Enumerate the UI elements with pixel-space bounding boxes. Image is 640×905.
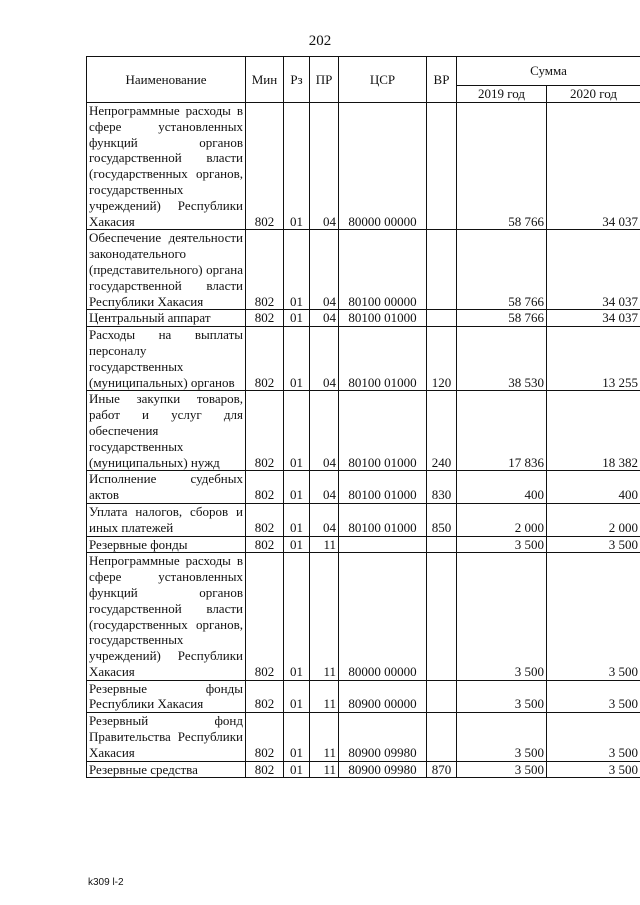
cell-vr: 850 [427,503,457,536]
cell-rz: 01 [284,503,310,536]
header-csr: ЦСР [339,57,427,103]
budget-table [86,56,640,778]
table-row [87,680,640,713]
cell-sum-2020: 34 037 [547,230,640,310]
cell-rz: 01 [284,471,310,504]
cell-name: Непрограммные расходы в сфере установленных функций органов государственной власти (государственных органов, государственных учреждений) Республики Хакасия [87,103,246,230]
header-row [87,57,640,86]
cell-rz: 01 [284,680,310,713]
cell-vr [427,713,457,761]
header-name: Наименование [87,57,246,103]
cell-pr: 04 [310,327,339,391]
cell-min: 802 [246,103,284,230]
cell-sum-2019: 38 530 [457,327,547,391]
cell-min: 802 [246,471,284,504]
cell-sum-2020: 34 037 [547,310,640,327]
cell-vr [427,310,457,327]
cell-rz: 01 [284,536,310,553]
cell-min: 802 [246,713,284,761]
header-rz: Рз [284,57,310,103]
cell-rz: 01 [284,310,310,327]
footer-code: k309 l-2 [88,877,124,888]
cell-name: Центральный аппарат [87,310,246,327]
cell-sum-2020: 34 037 [547,103,640,230]
cell-name: Резервные средства [87,761,246,778]
cell-sum-2019: 2 000 [457,503,547,536]
header-year-2019: 2019 год [457,86,547,103]
table-row [87,471,640,504]
header-min: Мин [246,57,284,103]
cell-vr [427,230,457,310]
cell-rz: 01 [284,553,310,680]
cell-sum-2020: 3 500 [547,680,640,713]
table-row [87,230,640,310]
cell-pr: 11 [310,680,339,713]
table-row [87,536,640,553]
table-row [87,761,640,778]
cell-pr: 04 [310,230,339,310]
cell-sum-2020: 3 500 [547,713,640,761]
cell-sum-2020: 3 500 [547,536,640,553]
cell-sum-2020: 400 [547,471,640,504]
cell-name: Иные закупки товаров, работ и услуг для обеспечения государственных (муниципальных) нужд [87,391,246,471]
table-row [87,391,640,471]
cell-csr: 80900 09980 [339,713,427,761]
cell-name: Уплата налогов, сборов и иных платежей [87,503,246,536]
cell-sum-2020: 18 382 [547,391,640,471]
header-sum: Сумма [457,57,640,86]
cell-csr [339,536,427,553]
cell-min: 802 [246,761,284,778]
cell-vr: 240 [427,391,457,471]
cell-csr: 80100 01000 [339,327,427,391]
cell-sum-2020: 3 500 [547,761,640,778]
cell-rz: 01 [284,761,310,778]
table-row [87,553,640,680]
cell-csr: 80000 00000 [339,553,427,680]
cell-csr: 80100 01000 [339,471,427,504]
cell-rz: 01 [284,327,310,391]
cell-csr: 80100 01000 [339,503,427,536]
cell-pr: 04 [310,103,339,230]
cell-pr: 11 [310,713,339,761]
cell-csr: 80100 01000 [339,391,427,471]
cell-min: 802 [246,310,284,327]
cell-sum-2019: 400 [457,471,547,504]
header-vr: ВР [427,57,457,103]
table-row [87,503,640,536]
cell-name: Резервные фонды Республики Хакасия [87,680,246,713]
cell-min: 802 [246,391,284,471]
cell-csr: 80100 00000 [339,230,427,310]
cell-vr: 870 [427,761,457,778]
cell-pr: 04 [310,391,339,471]
cell-min: 802 [246,680,284,713]
cell-pr: 11 [310,761,339,778]
cell-sum-2019: 17 836 [457,391,547,471]
cell-name: Исполнение судебных актов [87,471,246,504]
cell-min: 802 [246,553,284,680]
cell-rz: 01 [284,230,310,310]
cell-vr: 830 [427,471,457,504]
cell-rz: 01 [284,103,310,230]
cell-vr [427,536,457,553]
cell-name: Обеспечение деятельности законодательного (представительного) органа государственной власти Республики Хакасия [87,230,246,310]
cell-vr: 120 [427,327,457,391]
cell-pr: 04 [310,471,339,504]
table-row [87,103,640,230]
header-year-2020: 2020 год [547,86,640,103]
cell-sum-2019: 3 500 [457,536,547,553]
table-body [87,103,640,778]
cell-pr: 11 [310,536,339,553]
cell-name: Непрограммные расходы в сфере установленных функций органов государственной власти (государственных органов, государственных учреждений) Республики Хакасия [87,553,246,680]
cell-sum-2019: 58 766 [457,103,547,230]
cell-csr: 80900 09980 [339,761,427,778]
cell-min: 802 [246,230,284,310]
cell-csr: 80900 00000 [339,680,427,713]
cell-csr: 80100 01000 [339,310,427,327]
cell-name: Расходы на выплаты персоналу государственных (муниципальных) органов [87,327,246,391]
cell-min: 802 [246,503,284,536]
cell-sum-2020: 3 500 [547,553,640,680]
cell-pr: 04 [310,503,339,536]
cell-vr [427,553,457,680]
table-row [87,310,640,327]
cell-vr [427,103,457,230]
cell-csr: 80000 00000 [339,103,427,230]
table-row [87,713,640,761]
cell-sum-2019: 3 500 [457,713,547,761]
cell-sum-2019: 58 766 [457,310,547,327]
cell-sum-2019: 3 500 [457,553,547,680]
cell-sum-2019: 3 500 [457,680,547,713]
cell-name: Резервный фонд Правительства Республики Хакасия [87,713,246,761]
page-number: 202 [308,33,332,49]
table-row [87,327,640,391]
cell-sum-2019: 58 766 [457,230,547,310]
cell-min: 802 [246,536,284,553]
header-pr: ПР [310,57,339,103]
cell-sum-2020: 2 000 [547,503,640,536]
cell-rz: 01 [284,713,310,761]
cell-sum-2020: 13 255 [547,327,640,391]
cell-name: Резервные фонды [87,536,246,553]
cell-pr: 04 [310,310,339,327]
cell-min: 802 [246,327,284,391]
cell-pr: 11 [310,553,339,680]
cell-rz: 01 [284,391,310,471]
cell-sum-2019: 3 500 [457,761,547,778]
cell-vr [427,680,457,713]
